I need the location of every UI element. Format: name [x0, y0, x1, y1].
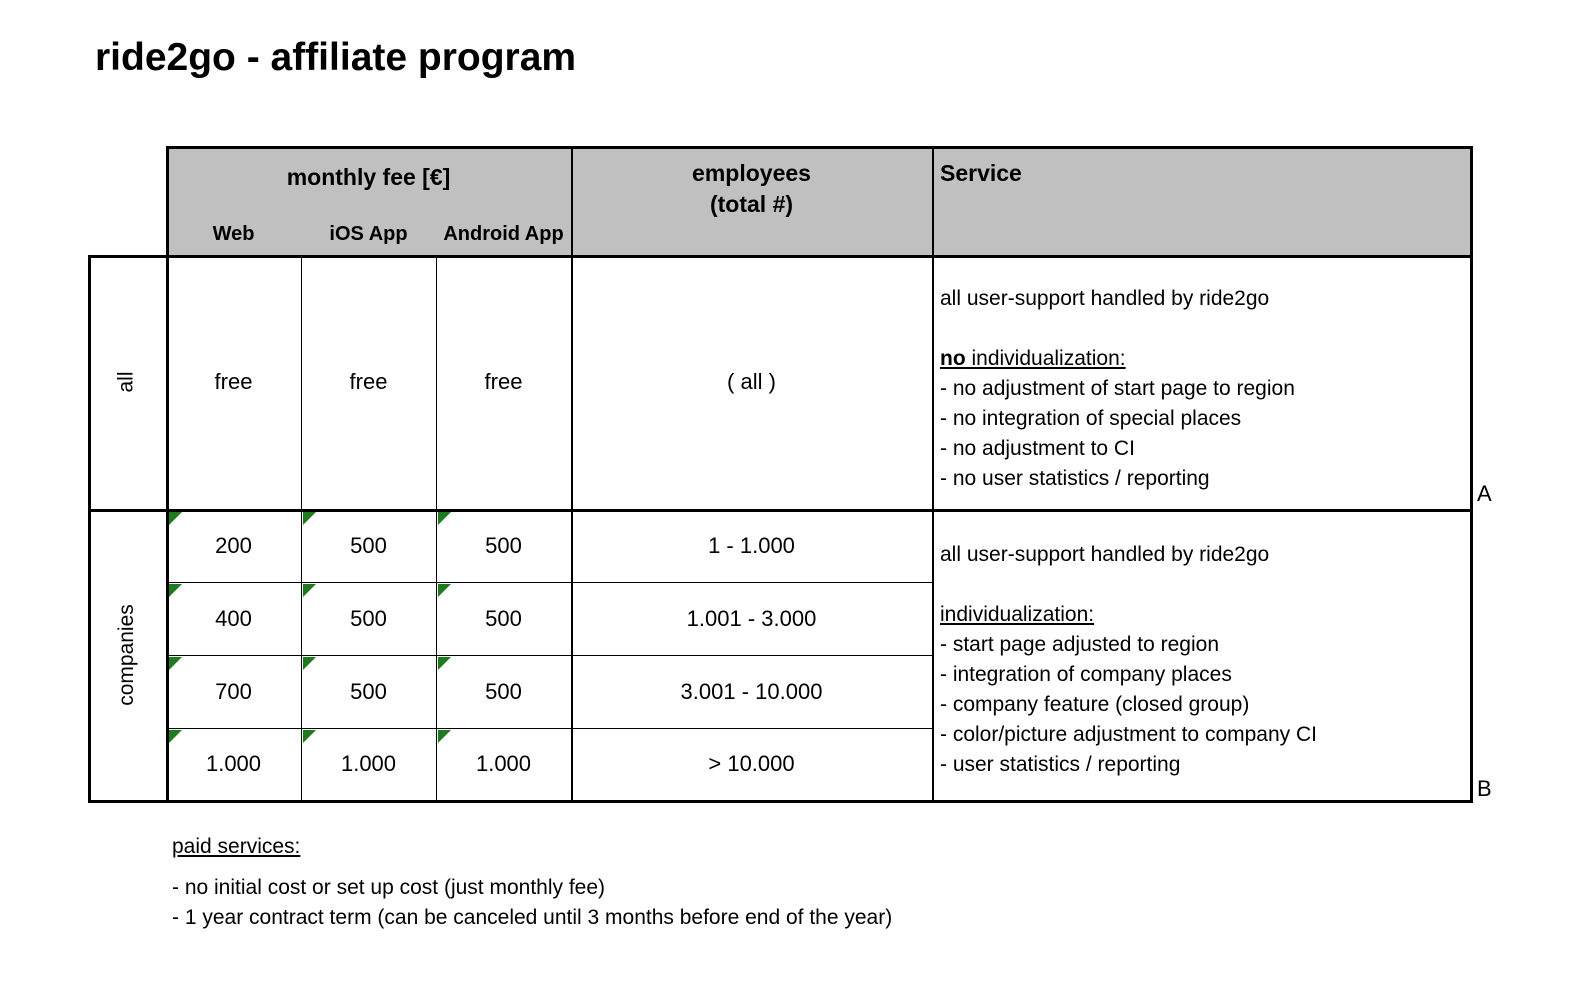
cell-companies-r4-employees: > 10.000 [708, 751, 795, 776]
cell-note-marker-icon [438, 584, 451, 597]
header-employees [571, 158, 932, 220]
section-label-a: A [1477, 481, 1492, 506]
cell-companies-r2-ios: 500 [350, 605, 387, 631]
cell-companies-r1-web: 200 [215, 532, 252, 558]
footer-note-item: - no initial cost or set up cost (just monthly fee) [172, 876, 606, 899]
divider [932, 146, 934, 800]
cell-companies-r4-android: 1.000 [475, 751, 532, 776]
cell-note-marker-icon [438, 730, 451, 743]
header-employees-line1: employees [692, 160, 811, 186]
cell-all-web-fee: free [214, 369, 253, 394]
cell-companies-r3-employees: 3.001 - 10.000 [680, 678, 823, 704]
divider [166, 146, 169, 803]
cell-companies-r3-web: 700 [215, 678, 252, 704]
service-all-heading [940, 344, 1460, 374]
cell-note-marker-icon [169, 657, 182, 670]
service-companies-line1: all user-support handled by ride2go [940, 543, 1270, 566]
service-all-item: - no user statistics / reporting [940, 467, 1210, 490]
service-all-item: - no adjustment to CI [940, 437, 1135, 460]
cell-companies-r4-web: 1.000 [205, 751, 262, 776]
divider [88, 509, 1473, 512]
divider [88, 255, 1473, 258]
service-all-item: - no adjustment of start page to region [940, 377, 1295, 400]
header-employees-line2: (total #) [709, 191, 794, 217]
cell-note-marker-icon [303, 584, 316, 597]
cell-companies-r3-ios: 500 [350, 678, 387, 704]
footer-note-item: - 1 year contract term (can be canceled until 3 months before end of the year) [172, 906, 893, 929]
service-all-heading-rest: individualization: [965, 347, 1126, 370]
divider [301, 255, 302, 800]
header-col-ios-app: iOS App [329, 222, 408, 245]
service-all-item: - no integration of special places [940, 407, 1242, 430]
service-companies-item: - color/picture adjustment to company CI [940, 723, 1317, 746]
header-col-android-app: Android App [443, 222, 564, 245]
cell-note-marker-icon [303, 512, 316, 525]
service-companies-item: - user statistics / reporting [940, 753, 1181, 776]
cell-note-marker-icon [169, 730, 182, 743]
service-companies-item: - integration of company places [940, 663, 1232, 686]
service-cell-companies [940, 540, 1460, 780]
service-cell-all [940, 284, 1460, 494]
service-companies-item: - company feature (closed group) [940, 693, 1250, 716]
cell-all-android-fee: free [484, 369, 523, 394]
divider [166, 655, 932, 656]
divider [88, 800, 1473, 803]
service-companies-item: - start page adjusted to region [940, 633, 1220, 656]
header-col-web: Web [212, 222, 255, 245]
cell-companies-r2-web: 400 [215, 605, 252, 631]
row-group-label-companies: companies [115, 603, 138, 706]
footer-notes [172, 873, 892, 933]
divider [166, 582, 932, 583]
cell-companies-r3-android: 500 [485, 678, 522, 704]
spacer [940, 314, 1460, 344]
cell-note-marker-icon [303, 730, 316, 743]
divider [436, 255, 437, 800]
cell-companies-r1-ios: 500 [350, 532, 387, 558]
divider [166, 146, 1473, 149]
footer-heading: paid services: [172, 835, 301, 858]
service-all-line1: all user-support handled by ride2go [940, 287, 1270, 310]
divider [166, 728, 932, 729]
header-monthly-fee: monthly fee [€] [286, 163, 451, 190]
cell-companies-r2-employees: 1.001 - 3.000 [686, 605, 817, 631]
cell-note-marker-icon [303, 657, 316, 670]
cell-note-marker-icon [169, 512, 182, 525]
row-group-label-all: all [114, 371, 138, 393]
service-all-heading-bold: no [940, 347, 966, 370]
cell-note-marker-icon [169, 584, 182, 597]
divider [1470, 146, 1473, 803]
service-companies-heading-rest: individualization: [940, 603, 1095, 626]
divider [88, 255, 91, 803]
cell-companies-r4-ios: 1.000 [340, 751, 397, 776]
cell-companies-r1-android: 500 [485, 532, 522, 558]
cell-all-employees: ( all ) [727, 369, 776, 394]
cell-note-marker-icon [438, 657, 451, 670]
service-companies-heading [940, 600, 1460, 630]
divider [571, 146, 573, 800]
cell-companies-r2-android: 500 [485, 605, 522, 631]
cell-note-marker-icon [438, 512, 451, 525]
spacer [940, 570, 1460, 600]
cell-companies-r1-employees: 1 - 1.000 [708, 532, 795, 558]
cell-all-ios-fee: free [349, 369, 388, 394]
page-title: ride2go - affiliate program [95, 36, 577, 79]
section-label-b: B [1477, 776, 1492, 801]
header-service: Service [940, 160, 1022, 186]
